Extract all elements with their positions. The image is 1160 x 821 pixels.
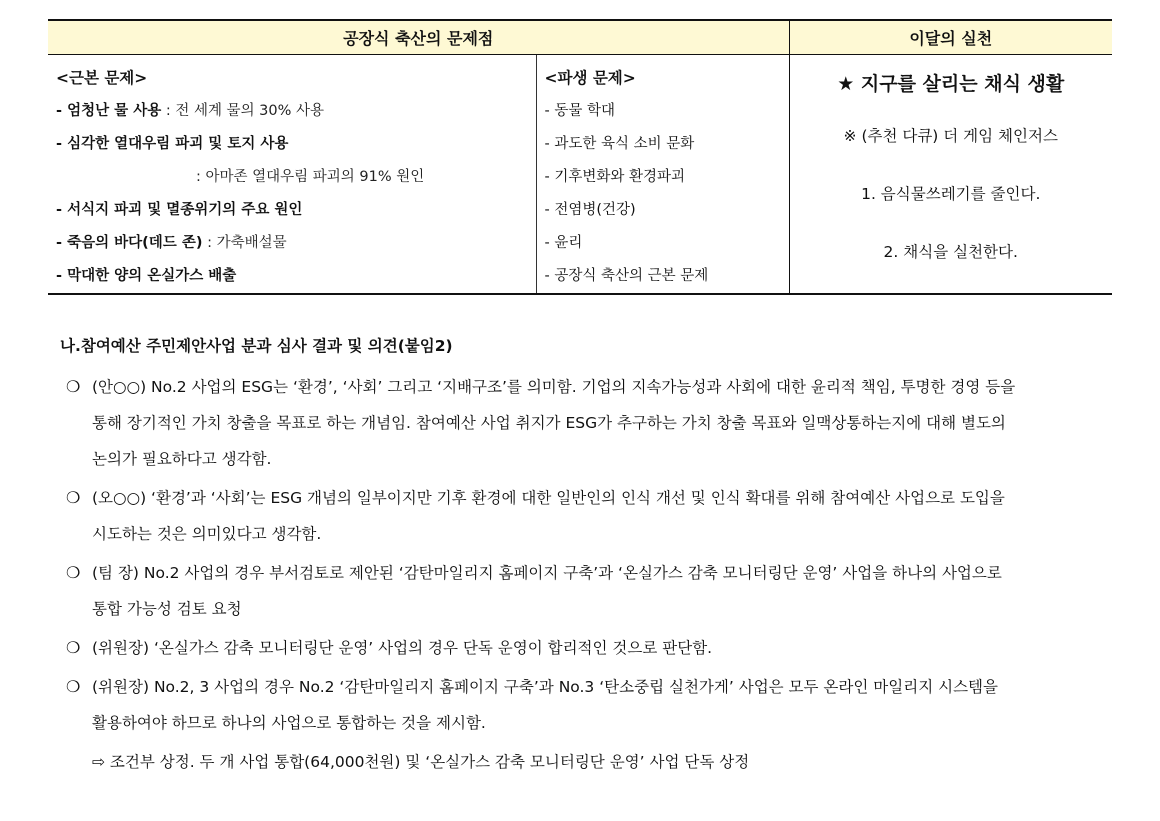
root-problem-item <box>56 232 536 254</box>
root-problem-item <box>56 199 536 221</box>
derived-problem-item: - 동물 학대 <box>544 103 615 119</box>
opinion-line: 시도하는 것은 의미있다고 생각함. <box>92 525 322 543</box>
root-problem-note: : 전 세계 물의 30% 사용 <box>161 103 325 119</box>
root-problem-bold: - 서식지 파괴 및 멸종위기의 주요 원인 <box>56 202 303 218</box>
opinion-item <box>60 480 1150 552</box>
circle-bullet-icon: ❍ <box>66 377 81 396</box>
derived-problem-item: - 기후변화와 환경파괴 <box>544 169 686 185</box>
root-problems-list <box>56 100 536 287</box>
section-heading: 나.참여예산 주민제안사업 분과 심사 결과 및 의견(붙임2) <box>60 337 453 355</box>
opinion-item <box>60 555 1150 627</box>
opinion-line: 통합 가능성 검토 요청 <box>92 600 242 618</box>
derived-problems-cell <box>536 55 789 295</box>
root-problem-item <box>56 166 536 188</box>
root-problem-item <box>56 265 536 287</box>
derived-problem-item: - 윤리 <box>544 235 583 251</box>
opinion-line: 논의가 필요하다고 생각함. <box>92 450 272 468</box>
derived-problems-list <box>545 100 789 287</box>
opinion-line: (위원장) ‘온실가스 감축 모니터링단 운영’ 사업의 경우 단독 운영이 합리적인 것으로 판단함. <box>92 639 713 657</box>
practice-list <box>790 125 1113 263</box>
opinion-line: (안○○) No.2 사업의 ESG는 ‘환경’, ‘사회’ 그리고 ‘지배구조’를 의미함. 기업의 지속가능성과 사회에 대한 윤리적 책임, 투명한 경영 등을 <box>92 378 1016 396</box>
circle-bullet-icon: ❍ <box>66 488 81 507</box>
root-problem-bold: - 엄청난 물 사용 <box>56 103 162 119</box>
root-problems-title: <근본 문제> <box>56 69 148 87</box>
derived-problem-item: - 공장식 축산의 근본 문제 <box>544 268 709 284</box>
practice-line: 1. 음식물쓰레기를 줄인다. <box>861 185 1041 203</box>
derived-problem-item: - 과도한 육식 소비 문화 <box>544 136 695 152</box>
root-problem-item <box>56 100 536 122</box>
opinion-line: (위원장) No.2, 3 사업의 경우 No.2 ‘감탄마일리지 홈페이지 구축’과 No.3 ‘탄소중립 실천가게’ 사업은 모두 온라인 마일리지 시스템을 <box>92 678 998 696</box>
root-problem-item <box>56 133 536 155</box>
root-problem-bold: - 막대한 양의 온실가스 배출 <box>56 268 237 284</box>
root-problem-note: : 아마존 열대우림 파괴의 91% 원인 <box>196 169 425 185</box>
practice-line: 2. 채식을 실천한다. <box>883 243 1018 261</box>
table-header-practice: 이달의 실천 <box>789 20 1112 55</box>
opinion-line: 통해 장기적인 가치 창출을 목표로 하는 개념임. 참여예산 사업 취지가 ESG가 추구하는 가치 창출 목표와 일맥상통하는지에 대해 별도의 <box>92 414 1006 432</box>
opinion-item <box>60 369 1150 477</box>
derived-problems-title: <파생 문제> <box>544 69 636 87</box>
root-problem-note: : 가축배설물 <box>202 235 287 251</box>
circle-bullet-icon: ❍ <box>66 638 81 657</box>
root-problem-bold: - 심각한 열대우림 파괴 및 토지 사용 <box>56 136 289 152</box>
opinion-line: (팀 장) No.2 사업의 경우 부서검토로 제안된 ‘감탄마일리지 홈페이지 구축’과 ‘온실가스 감축 모니터링단 운영’ 사업을 하나의 사업으로 <box>92 564 1002 582</box>
circle-bullet-icon: ❍ <box>66 677 81 696</box>
root-problem-bold: - 죽음의 바다(데드 존) <box>56 235 203 251</box>
practice-motto: ★ 지구를 살리는 채식 생활 <box>837 73 1065 95</box>
circle-bullet-icon: ❍ <box>66 563 81 582</box>
livestock-problems-table <box>48 19 1112 295</box>
table-header-problems: 공장식 축산의 문제점 <box>48 20 789 55</box>
opinion-item <box>60 630 1150 666</box>
practice-cell <box>789 55 1112 295</box>
conclusion-line: ⇨ 조건부 상정. 두 개 사업 통합(64,000천원) 및 ‘온실가스 감축 모니터링단 운영’ 사업 단독 상정 <box>92 753 750 771</box>
opinion-line: 활용하여야 하므로 하나의 사업으로 통합하는 것을 제시함. <box>92 714 486 732</box>
practice-line: ※ (추천 다큐) 더 게임 체인저스 <box>843 127 1058 145</box>
root-problems-cell <box>48 55 536 295</box>
review-opinions <box>60 369 1150 780</box>
opinion-item <box>60 669 1150 741</box>
opinion-line: (오○○) ‘환경’과 ‘사회’는 ESG 개념의 일부이지만 기후 환경에 대한 일반인의 인식 개선 및 인식 확대를 위해 참여예산 사업으로 도입을 <box>92 489 1005 507</box>
derived-problem-item: - 전염병(건강) <box>544 202 636 218</box>
